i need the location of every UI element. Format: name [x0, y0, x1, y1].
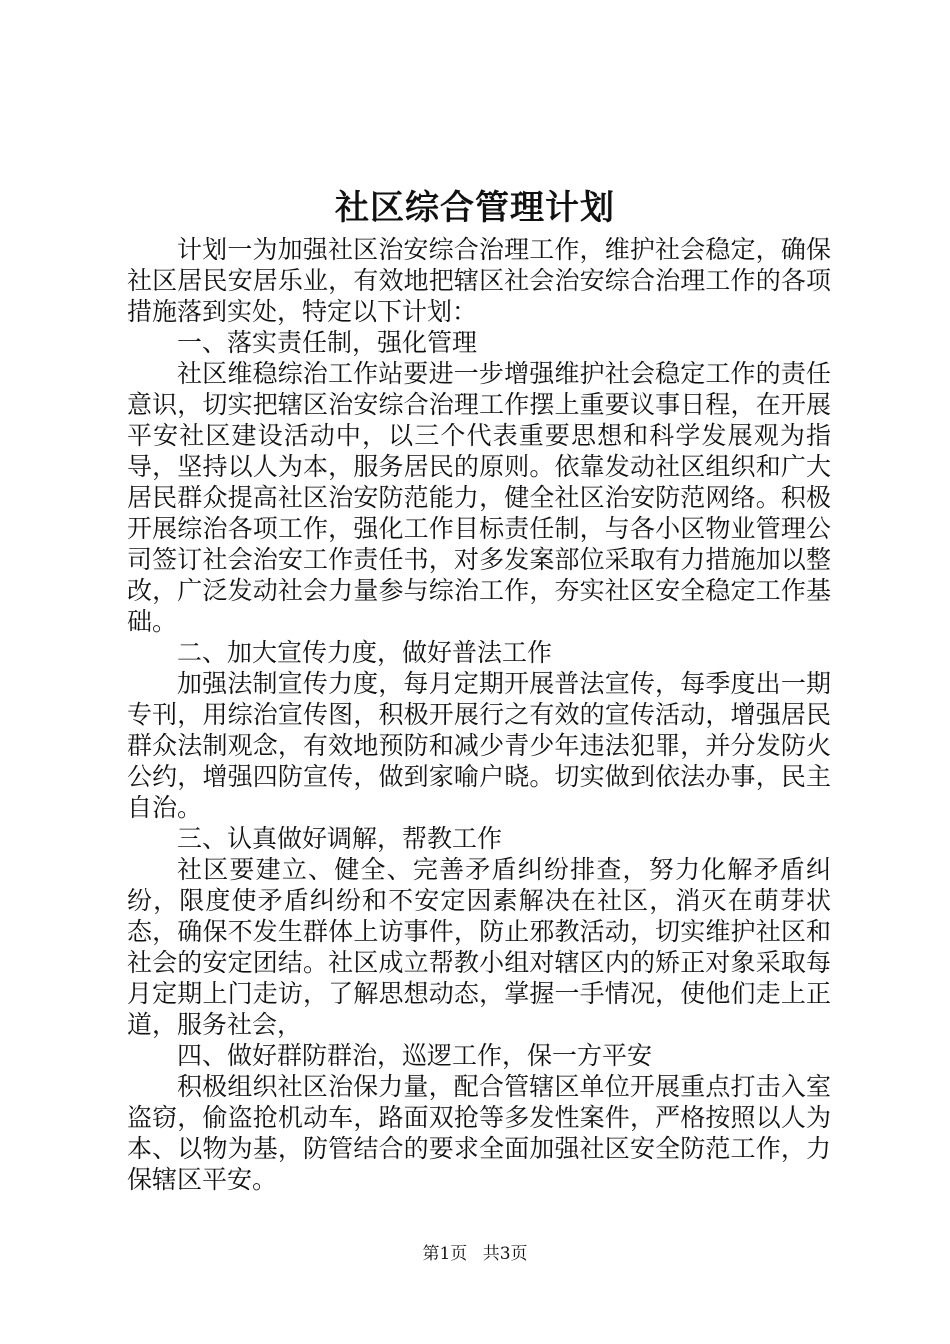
section-paragraph-4: 积极组织社区治保力量，配合管辖区单位开展重点打击入室盗窃，偷盗抢机动车，路面双抢等多发性案件，严格按照以人为本、以物为基，防管结合的要求全面加强社区安全防范工作，力保辖区平安。 [127, 1072, 831, 1194]
section-paragraph-2: 加强法制宣传力度，每月定期开展普法宣传，每季度出一期专刊，用综治宣传图，积极开展行之有效的宣传活动，增强居民群众法制观念，有效地预防和减少青少年违法犯罪，并分发防火公约，增强四防宣传，做到家喻户晓。切实做到依法办事，民主自治。 [127, 669, 831, 822]
page-number: 第1页 [422, 1244, 468, 1264]
intro-paragraph: 计划一为加强社区治安综合治理工作，维护社会稳定，确保社区居民安居乐业，有效地把辖区社会治安综合治理工作的各项措施落到实处，特定以下计划： [127, 235, 831, 326]
section-heading-2: 二、加大宣传力度，做好普法工作 [177, 638, 553, 667]
section-heading-3: 三、认真做好调解，帮教工作 [177, 824, 503, 853]
page-total: 共3页 [482, 1244, 528, 1264]
document-body [127, 234, 831, 1195]
section-heading-4: 四、做好群防群治，巡逻工作，保一方平安 [177, 1041, 653, 1070]
section-paragraph-1: 社区维稳综治工作站要进一步增强维护社会稳定工作的责任意识，切实把辖区治安综合治理工作摆上重要议事日程，在开展平安社区建设活动中，以三个代表重要思想和科学发展观为指导，坚持以人为本，服务居民的原则。依靠发动社区组织和广大居民群众提高社区治安防范能力，健全社区治安防范网络。积极开展综治各项工作，强化工作目标责任制，与各小区物业管理公司签订社会治安工作责任书，对多发案部位采取有力措施加以整改，广泛发动社会力量参与综治工作，夯实社区安全稳定工作基础。 [127, 359, 831, 636]
document-title: 社区综合管理计划 [335, 188, 615, 228]
section-heading-1: 一、落实责任制，强化管理 [177, 328, 478, 357]
page-footer [0, 1242, 950, 1266]
section-paragraph-3: 社区要建立、健全、完善矛盾纠纷排查，努力化解矛盾纠纷，限度使矛盾纠纷和不安定因素解决在社区，消灭在萌芽状态，确保不发生群体上访事件，防止邪教活动，切实维护社区和社会的安定团结。社区成立帮教小组对辖区内的矫正对象采取每月定期上门走访，了解思想动态，掌握一手情况，使他们走上正道，服务社会， [127, 855, 831, 1039]
